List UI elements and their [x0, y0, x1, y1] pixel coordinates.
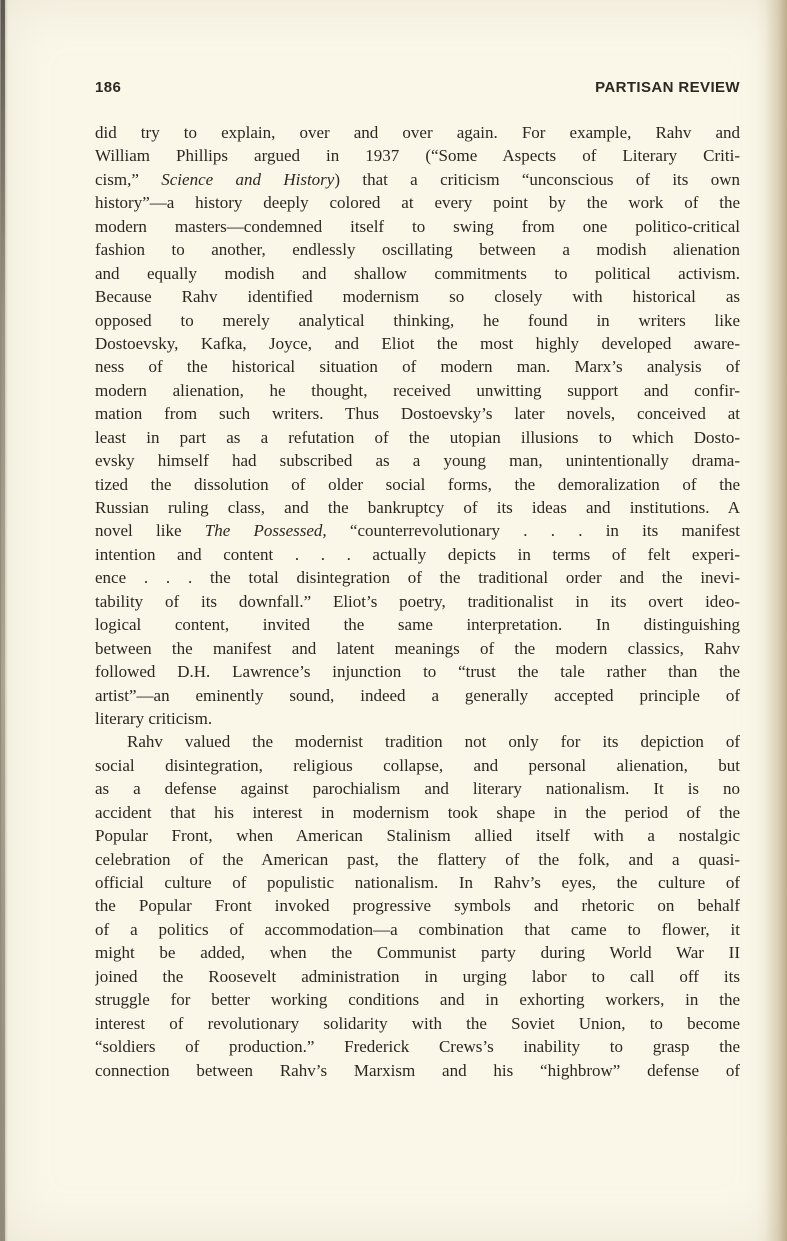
text-line: [95, 1012, 740, 1035]
text-segment: tability of its downfall.” Eliot’s poetry, traditionalist in its overt ideo-: [95, 591, 740, 611]
text-line: [95, 613, 740, 636]
text-line: [95, 707, 740, 730]
page-number: 186: [95, 79, 122, 96]
text-segment: “counterrevolutionary . . . in its manifest: [326, 521, 740, 541]
text-segment: between the manifest and latent meanings of the modern classics, Rahv: [95, 638, 740, 658]
text-line: [95, 660, 740, 683]
text-segment: opposed to merely analytical thinking, he found in writers like: [95, 310, 740, 330]
text-line: [95, 941, 740, 964]
page-header: [95, 79, 740, 96]
text-segment: Russian ruling class, and the bankruptcy of its ideas and institutions. A: [95, 498, 740, 517]
text-segment: William Phillips argued in 1937 (“Some Aspects of Literary Criti-: [95, 146, 740, 166]
text-line: [95, 965, 740, 988]
text-segment: struggle for better working conditions and in exhorting workers, in the: [95, 990, 740, 1010]
text-segment: mation from such writers. Thus Dostoevsky’s later novels, conceived at: [95, 404, 740, 424]
text-line: [95, 402, 740, 425]
text-segment: evsky himself had subscribed as a young man, unintentionally drama-: [95, 451, 740, 471]
text-line: [95, 848, 740, 871]
text-line: [95, 379, 740, 402]
text-line: [95, 355, 740, 378]
text-segment: modern alienation, he thought, received unwitting support and confir-: [95, 380, 740, 400]
text-line: [95, 894, 740, 917]
left-page-edge-line: [1, 0, 5, 1241]
text-line: [95, 426, 740, 449]
text-segment: intention and content . . . actually depicts in terms of felt experi-: [95, 544, 740, 564]
text-segment: cism,”: [95, 169, 162, 189]
text-segment: history”—a history deeply colored at every point by the work of the: [95, 193, 740, 213]
text-line: [95, 918, 740, 941]
text-line: [95, 449, 740, 472]
text-line: [95, 543, 740, 566]
text-segment: ness of the historical situation of modern man. Marx’s analysis of: [95, 357, 740, 377]
text-line: [95, 262, 740, 285]
text-segment: fashion to another, endlessly oscillating between a modish alienation: [95, 240, 740, 260]
text-line: [95, 473, 740, 496]
text-line: [95, 1035, 740, 1058]
text-line: [95, 754, 740, 777]
text-segment: ence . . . the total disintegration of the traditional order and the inevi-: [95, 568, 740, 588]
text-segment: “soldiers of production.” Frederick Crews’s inability to grasp the: [95, 1037, 740, 1057]
text-block: [95, 121, 740, 1082]
text-segment: ) that a criticism “unconscious of its own: [334, 169, 740, 189]
text-segment: the Popular Front invoked progressive symbols and rhetoric on behalf: [95, 896, 740, 916]
text-segment: connection between Rahv’s Marxism and his “highbrow” defense of: [95, 1060, 740, 1080]
text-line: [95, 121, 740, 144]
text-segment: literary criticism.: [95, 708, 213, 728]
text-line: [95, 801, 740, 824]
text-line: [95, 637, 740, 660]
text-segment: accident that his interest in modernism took shape in the period of the: [95, 802, 740, 822]
text-segment: Rahv valued the modernist tradition not only for its depiction of: [127, 732, 740, 752]
italic-text-segment: Science and History: [161, 169, 335, 189]
text-line: [95, 238, 740, 261]
text-line: [95, 824, 740, 847]
text-segment: novel like: [95, 521, 205, 541]
text-line: [95, 590, 740, 613]
text-line: [95, 777, 740, 800]
text-line: [95, 215, 740, 238]
text-line: [95, 1059, 740, 1082]
text-segment: followed D.H. Lawrence’s injunction to “trust the tale rather than the: [95, 662, 740, 682]
text-segment: modern masters—condemned itself to swing from one politico-critical: [95, 216, 740, 236]
text-segment: least in part as a refutation of the utopian illusions to which Dosto-: [95, 427, 740, 447]
text-segment: joined the Roosevelt administration in urging labor to call off its: [95, 966, 740, 986]
text-line: [95, 988, 740, 1011]
text-segment: tized the dissolution of older social forms, the demoralization of the: [95, 474, 740, 494]
text-segment: Dostoevsky, Kafka, Joyce, and Eliot the most highly developed aware-: [95, 333, 740, 353]
text-line: [95, 519, 740, 542]
text-line: [95, 871, 740, 894]
text-segment: social disintegration, religious collapse, and personal alienation, but: [95, 755, 740, 775]
text-segment: Popular Front, when American Stalinism allied itself with a nostalgic: [95, 826, 740, 846]
text-segment: and equally modish and shallow commitments to political activism.: [95, 263, 740, 283]
text-line: [95, 309, 740, 332]
text-segment: as a defense against parochialism and literary nationalism. It is no: [95, 779, 740, 799]
text-segment: interest of revolutionary solidarity with the Soviet Union, to become: [95, 1013, 740, 1033]
text-segment: might be added, when the Communist party during World War II: [95, 943, 740, 963]
text-segment: logical content, invited the same interpretation. In distinguishing: [95, 615, 740, 635]
text-line: [95, 144, 740, 167]
text-segment: of a politics of accommodation—a combination that came to flower, it: [95, 919, 740, 939]
text-line: [95, 730, 740, 753]
text-segment: did try to explain, over and over again. For example, Rahv and: [95, 123, 740, 142]
text-segment: official culture of populistic nationalism. In Rahv’s eyes, the culture of: [95, 873, 740, 892]
text-line: [95, 191, 740, 214]
text-line: [95, 332, 740, 355]
text-segment: celebration of the American past, the flattery of the folk, and a quasi-: [95, 849, 740, 869]
text-line: [95, 285, 740, 308]
right-page-edge: [765, 0, 787, 1241]
text-segment: artist”—an eminently sound, indeed a generally accepted principle of: [95, 685, 740, 705]
text-line: [95, 684, 740, 707]
journal-title: PARTISAN REVIEW: [595, 79, 740, 96]
text-line: [95, 168, 740, 191]
text-line: [95, 496, 740, 519]
text-line: [95, 566, 740, 589]
italic-text-segment: The Possessed,: [204, 521, 327, 541]
text-segment: Because Rahv identified modernism so closely with historical as: [95, 287, 740, 307]
